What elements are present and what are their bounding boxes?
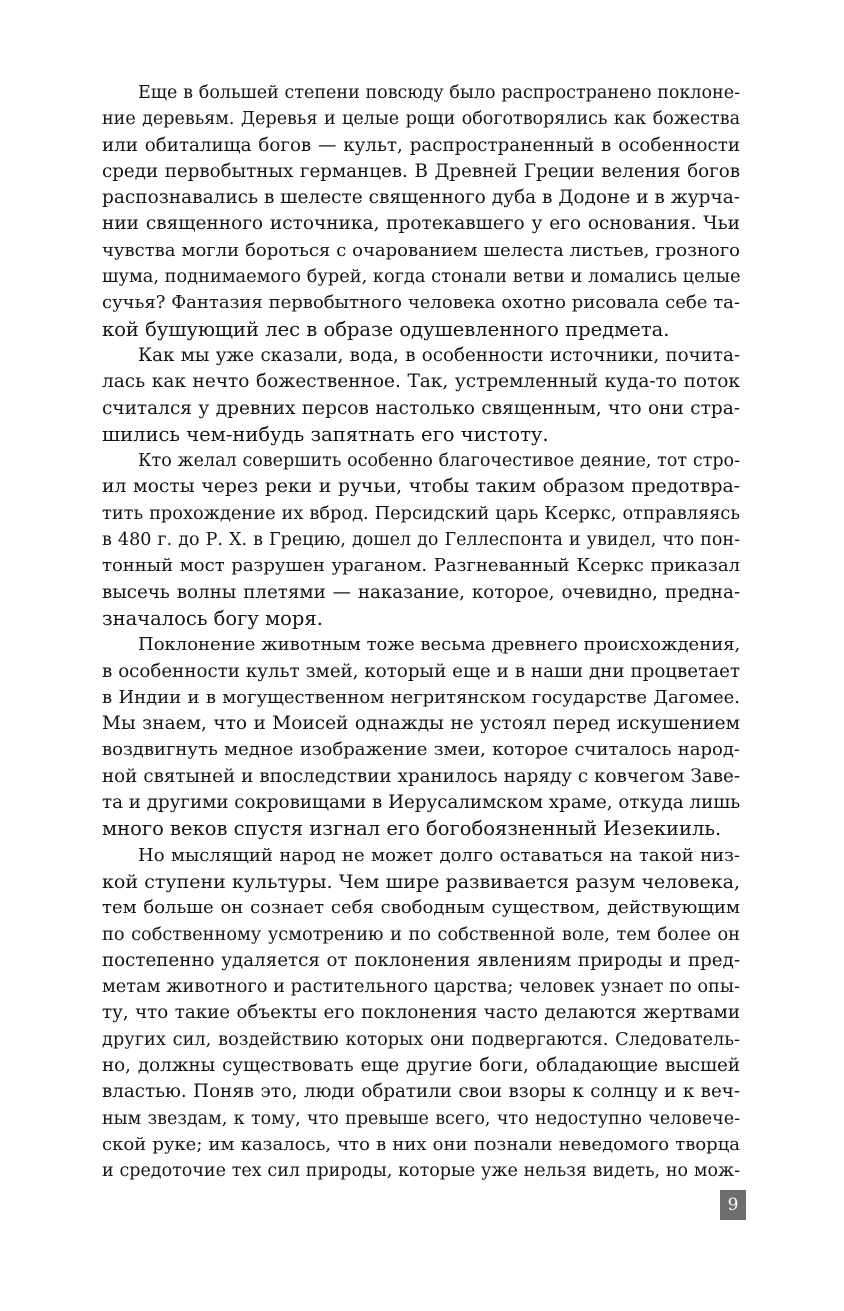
text-line: в Индии и в могущественном негритянском государстве Дагомее. (102, 686, 740, 708)
text-line: других сил, воздействию которых они подвергаются. Следователь- (102, 1029, 740, 1050)
text-line: в особенности культ змей, который еще и в наши дни процветает (102, 660, 740, 682)
paragraph-first-line: Еще в большей степени повсюду было распространено поклоне- (138, 83, 740, 103)
text-line: много веков спустя изгнал его богобоязненный Иезекииль. (102, 817, 722, 841)
text-line: метам животного и растительного царства; человек узнает по опы- (102, 977, 740, 998)
text-line: и средоточие тех сил природы, которые уже нельзя видеть, но мож- (102, 1161, 740, 1182)
text-line: высечь волны плетями — наказание, которое, очевидно, предна- (102, 581, 740, 603)
text-line: та и другими сокровищами в Иерусалимском храме, откуда лишь (102, 792, 740, 814)
body-text (102, 80, 740, 1184)
text-line: тем больше он сознает себя свободным существом, действующим (102, 897, 740, 919)
text-line: значалось богу моря. (102, 606, 323, 630)
text-line: но, должны существовать еще другие боги, обладающие высшей (102, 1054, 740, 1076)
text-line: шума, поднимаемого бурей, когда стонали ветви и ломались целые (102, 267, 740, 288)
paragraph-first-line: Кто желал совершить особенно благочестивое деяние, тот стро- (138, 451, 740, 472)
text-line: в 480 г. до Р. Х. в Грецию, дошел до Геллеспонта и увидел, что пон- (102, 530, 740, 551)
text-line: шились чем-нибудь запятнать его чистоту. (102, 422, 549, 446)
paragraph-first-line: Поклонение животным тоже весьма древнего происхождения, (138, 634, 740, 656)
text-line: Мы знаем, что и Моисей однажды не устоял перед искушением (102, 713, 740, 735)
paragraph-first-line: Но мыслящий народ не может долго оставаться на такой низ- (138, 844, 740, 866)
text-line: ил мосты через реки и ручьи, чтобы таким образом предотвра- (102, 476, 740, 498)
text-line: ской руке; им казалось, что в них они познали неведомого творца (102, 1133, 740, 1155)
text-line: властью. Поняв это, люди обратили свои взоры к солнцу и к веч- (102, 1081, 740, 1103)
text-line: ту, что такие объекты его поклонения часто делаются жертвами (102, 1002, 740, 1024)
text-line: среди первобытных германцев. В Древней Греции веления богов (102, 160, 740, 182)
paragraph-first-line: Как мы уже сказали, вода, в особенности источники, почита- (138, 344, 740, 366)
text-line: ние деревьям. Деревья и целые рощи обоготворялись как божества (102, 109, 740, 130)
text-line: ным звездам, к тому, что превыше всего, что недоступно человече- (102, 1108, 740, 1129)
text-line: или обиталища богов — культ, распространенный в особенности (102, 134, 740, 156)
text-line: сучья? Фантазия первобытного человека охотно рисовала себе та- (102, 292, 740, 314)
text-line: кой ступени культуры. Чем шире развивается разум человека, (102, 870, 740, 893)
text-line: тить прохождение их вброд. Персидский царь Ксеркс, отправляясь (102, 503, 740, 524)
text-line: нии священного источника, протекавшего у его основания. Чьи (102, 213, 740, 235)
page-number: 9 (720, 1190, 746, 1220)
text-line: чувства могли бороться с очарованием шелеста листьев, грозного (102, 239, 740, 261)
text-line: по собственному усмотрению и по собственной воле, тем более он (102, 924, 740, 945)
text-line: кой бушующий лес в образе одушевленного предмета. (102, 317, 670, 341)
text-line: лась как нечто божественное. Так, устремленный куда-то поток (102, 371, 740, 393)
text-line: считался у древних персов настолько священным, что они стра- (102, 397, 740, 419)
text-line: постепенно удаляется от поклонения явлениям природы и пред- (102, 949, 740, 971)
text-line: ной святыней и впоследствии хранилось наряду с ковчегом Заве- (102, 765, 740, 787)
text-line: воздвигнуть медное изображение змеи, которое считалось народ- (102, 739, 740, 761)
text-line: тонный мост разрушен ураганом. Разгневанный Ксеркс приказал (102, 555, 740, 577)
text-line: распознавались в шелесте священного дуба в Додоне и в журча- (102, 187, 740, 209)
